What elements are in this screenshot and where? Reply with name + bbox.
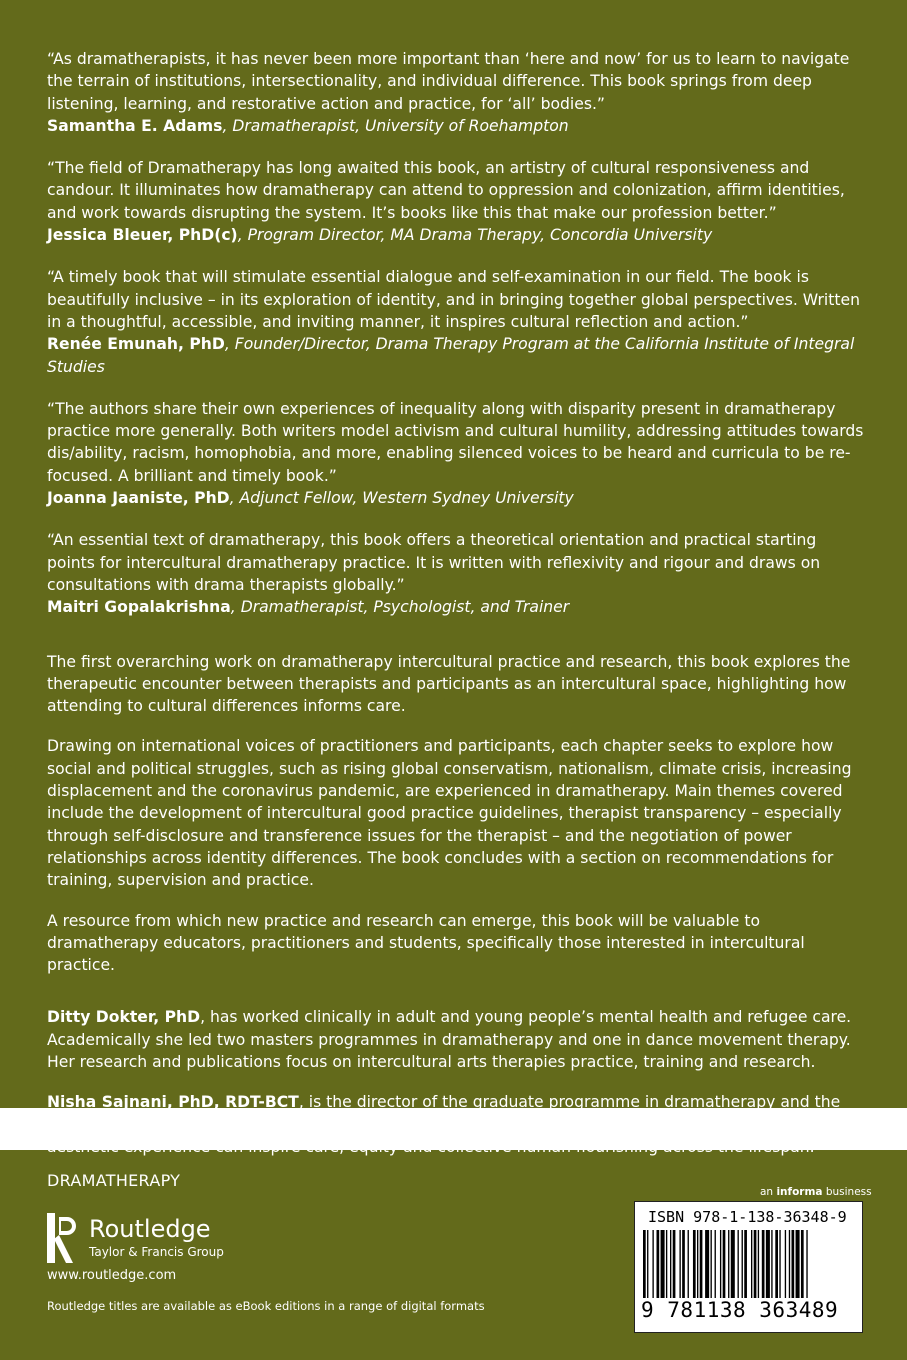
informa-pre: an [760,1186,777,1198]
barcode-bar [679,1230,680,1298]
barcode-bar [789,1230,790,1298]
barcode-bar [657,1230,660,1298]
endorsement-attribution [47,487,867,509]
endorsement-text: “As dramatherapists, it has never been more important than ‘here and now’ for us to learn to navigate the terrain of institutions, intersectionality, and individual difference. This book springs from deep listening, learning, and restorative action and practice, for ‘all’ bodies.” [47,50,850,113]
barcode-bar [720,1230,721,1298]
ebook-note: Routledge titles are available as eBook editions in a range of digital formats [47,1299,485,1313]
endorsement-3 [47,266,867,377]
informa-tagline [760,1186,872,1198]
endorsement-text: “The authors share their own experiences of inequality along with disparity present in dramatherapy practice more generally. Both writers model activism and cultural humility, addressing attitudes towards dis/ability, racism, homophobia, and more, enabling silenced voices to be heard and curricula to be re-focused. A brilliant and timely book.” [47,399,864,485]
barcode-bar [751,1230,752,1298]
endorser-name: Samantha E. Adams [47,116,223,135]
publisher-name: Routledge [89,1215,211,1243]
barcode-bar [771,1230,772,1298]
endorser-role: , Founder/Director, Drama Therapy Program at the California Institute of Integral Studies [47,335,855,376]
endorser-role: , Dramatherapist, Psychologist, and Trainer [230,598,570,617]
barcode-bar [715,1230,716,1298]
endorsement-attribution [47,333,867,378]
section-gap [47,639,867,651]
endorsement-attribution [47,596,867,618]
author-bio-1 [47,1006,867,1073]
barcode-bar [744,1230,747,1298]
informa-post: business [822,1186,872,1198]
barcode-bar [762,1230,765,1298]
endorsement-attribution [47,224,867,246]
routledge-emblem-icon [47,1213,79,1263]
author-bio-text: , is the director of the graduate programme in dramatherapy and the theatre and health lab at New York University. Her body of work explores the unique ways in which aesthetic experience can inspire care, equity and collective human flourishing across the lifespan. [47,1093,841,1156]
barcode-bar [705,1230,709,1298]
barcode-bar [700,1230,703,1298]
author-bio-2 [47,1091,867,1158]
publisher-website: www.routledge.com [47,1268,177,1283]
description-paragraph: A resource from which new practice and research can emerge, this book will be valuable to dramatherapy educators, practitioners and students, specifically those interested in intercultural practice. [47,911,805,975]
endorsement-1 [47,48,867,137]
endorsement-2 [47,157,867,246]
barcode-bar [682,1230,685,1298]
barcode-bar [666,1230,667,1298]
back-cover-text [47,48,867,1176]
informa-brand: informa [776,1186,823,1198]
endorser-name: Joanna Jaaniste, PhD [47,489,230,508]
endorsement-text: “An essential text of dramatherapy, this book offers a theoretical orientation and practical starting points for intercultural dramatherapy practice. It is written with reflexivity and rigour and draws on consultations with drama therapists globally.” [47,531,821,594]
section-gap [47,994,867,1006]
barcode-bar [688,1230,689,1298]
barcode-bar [661,1230,665,1298]
barcode-bar [758,1230,759,1298]
endorsement-5 [47,529,867,618]
series-label: DRAMATHERAPY [47,1171,181,1190]
barcode-bar [766,1230,770,1298]
barcode-bar [742,1230,743,1298]
author-name: Ditty Dokter, PhD [47,1008,201,1027]
barcode-bar [738,1230,739,1298]
barcode-bar [792,1230,795,1298]
endorser-role: , Adjunct Fellow, Western Sydney University [229,489,574,508]
endorser-name: Jessica Bleuer, PhD(c) [47,226,238,245]
description-paragraph: The first overarching work on dramatherapy intercultural practice and research, this book explores the therapeutic encounter between therapists and participants as an intercultural space, highlighting how attending to cultural differences informs care. [47,652,851,716]
barcode-bar [775,1230,778,1298]
endorser-role: , Program Director, MA Drama Therapy, Concordia University [237,226,713,245]
barcode-bar [754,1230,757,1298]
endorsement-text: “The field of Dramatherapy has long awaited this book, an artistry of cultural responsiveness and candour. It illuminates how dramatherapy can attend to oppression and colonization, affirm identities, and work towards disrupting the system. It’s books like this that make our profession better.” [47,159,845,222]
barcode-bar [670,1230,671,1298]
barcode-icon [643,1230,853,1298]
endorsement-attribution [47,115,867,137]
description-paragraph: Drawing on international voices of practitioners and participants, each chapter seeks to explore how social and political struggles, such as rising global conservatism, nationalism, climate crisis, increasing displacement and the coronavirus pandemic, are experienced in dramatherapy. Main themes covered include the development of intercultural good practice guidelines, therapist transparency – especially through self-disclosure and transference issues for the therapist – and the negotiation of power relationships across identity differences. The book concludes with a section on recommendations for training, supervision and practice. [47,737,852,890]
barcode-bar [697,1230,698,1298]
endorsement-4 [47,398,867,509]
barcode-bar [723,1230,726,1298]
publisher-group: Taylor & Francis Group [89,1245,224,1259]
barcode-bar [731,1230,735,1298]
barcode-bar [806,1230,807,1298]
barcode-bar [801,1230,804,1298]
endorser-name: Maitri Gopalakrishna [47,598,231,617]
author-bio-text: , has worked clinically in adult and young people’s mental health and refugee care. Academically she led two masters programmes in dramatherapy and one in dance movement therapy. Her research and publications focus on intercultural arts therapies practice, training and research. [47,1008,852,1071]
isbn-barcode-box [634,1201,863,1333]
isbn-text: ISBN 978-1-138-36348-9 [648,1208,847,1226]
barcode-bar [693,1230,696,1298]
barcode-bar [643,1230,646,1298]
barcode-bar [647,1230,648,1298]
barcode-bar [779,1230,780,1298]
barcode-bar [785,1230,786,1298]
barcode-bar [652,1230,653,1298]
barcode-bar [728,1230,729,1298]
barcode-bar [673,1230,676,1298]
endorser-role: , Dramatherapist, University of Roehampton [222,116,569,135]
endorsement-text: “A timely book that will stimulate essential dialogue and self-examination in our field. The book is beautifully inclusive – in its exploration of identity, and in bringing together global perspectives. Written in a thoughtful, accessible, and inviting manner, it inspires cultural reflection and action.” [47,268,860,331]
endorser-name: Renée Emunah, PhD [47,335,225,354]
barcode-number: 9 781138 363489 [641,1298,839,1322]
barcode-bar [796,1230,800,1298]
author-name: Nisha Sajnani, PhD, RDT-BCT [47,1093,299,1112]
barcode-bar [711,1230,712,1298]
